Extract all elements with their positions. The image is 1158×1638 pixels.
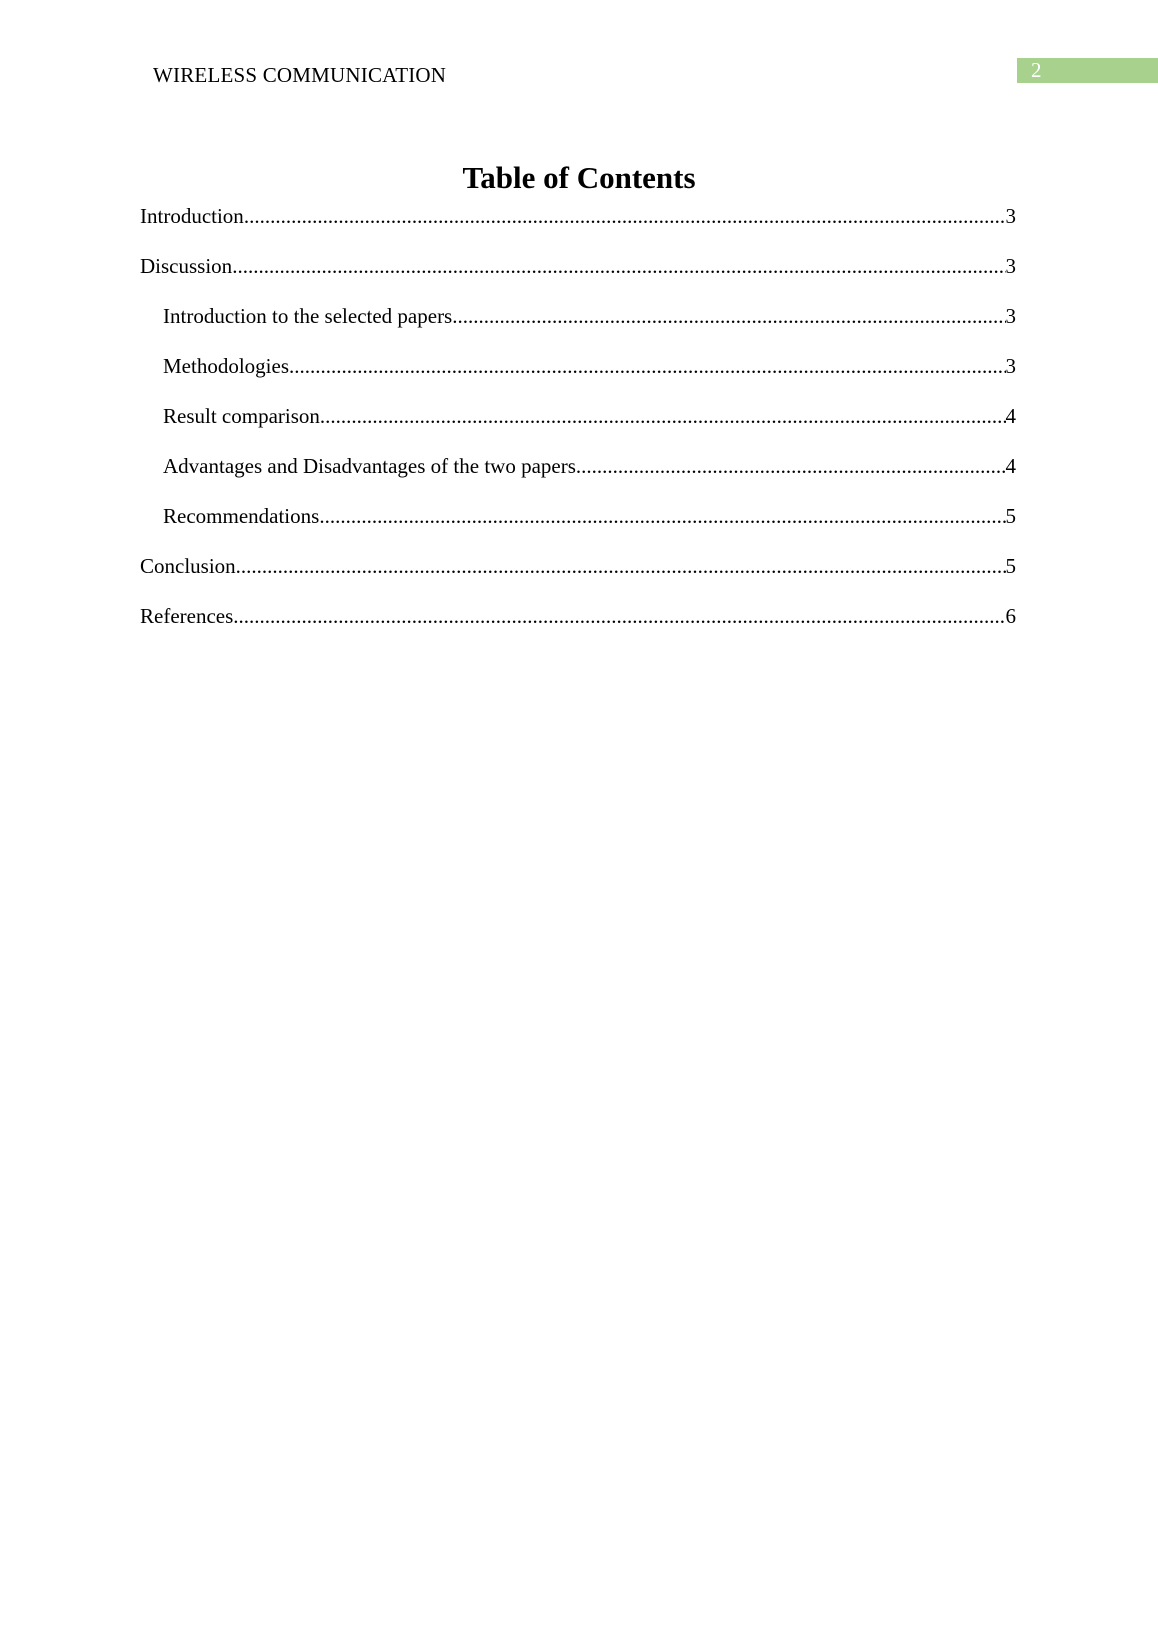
toc-entry-conclusion[interactable] [140,548,1016,598]
toc-entry-page: 3 [1005,254,1016,278]
toc-entry-page: 4 [1005,404,1016,428]
toc-entry-methodologies[interactable] [140,348,1016,398]
toc-entry-introduction[interactable] [140,198,1016,248]
running-head: WIRELESS COMMUNICATION [153,63,447,87]
toc-dot-leader [289,348,1006,384]
toc-entry-label: Conclusion [140,554,236,578]
toc-dot-leader [320,398,1006,434]
toc-dot-leader [236,548,1006,584]
toc-entry-page: 3 [1005,354,1016,378]
page-number-badge [1017,58,1158,83]
toc-dot-leader [452,298,1005,334]
toc-dot-leader [244,198,1006,234]
table-of-contents [140,198,1016,648]
toc-dot-leader [319,498,1005,534]
toc-entry-label: Methodologies [163,354,289,378]
toc-entry-advantages-disadvantages[interactable] [140,448,1016,498]
toc-entry-label: Recommendations [163,504,320,528]
toc-entry-page: 4 [1005,454,1016,478]
toc-entry-page: 5 [1005,504,1016,528]
toc-entry-result-comparison[interactable] [140,398,1016,448]
toc-entry-page: 5 [1005,554,1016,578]
toc-entry-discussion[interactable] [140,248,1016,298]
page-number: 2 [1031,58,1042,82]
toc-entry-references[interactable] [140,598,1016,648]
toc-entry-page: 6 [1005,604,1016,628]
toc-entry-introduction-to-selected-papers[interactable] [140,298,1016,348]
toc-entry-label: Introduction [140,204,244,228]
toc-entry-label: Discussion [140,254,233,278]
toc-entry-label: References [140,604,234,628]
toc-entry-label: Introduction to the selected papers [163,304,453,328]
toc-entry-page: 3 [1005,304,1016,328]
toc-entry-page: 3 [1005,204,1016,228]
toc-title: Table of Contents [462,160,696,195]
toc-entry-recommendations[interactable] [140,498,1016,548]
toc-entry-label: Advantages and Disadvantages of the two papers [163,454,576,478]
toc-dot-leader [576,448,1006,484]
toc-dot-leader [233,598,1005,634]
toc-dot-leader [232,248,1005,284]
toc-entry-label: Result comparison [163,404,320,428]
